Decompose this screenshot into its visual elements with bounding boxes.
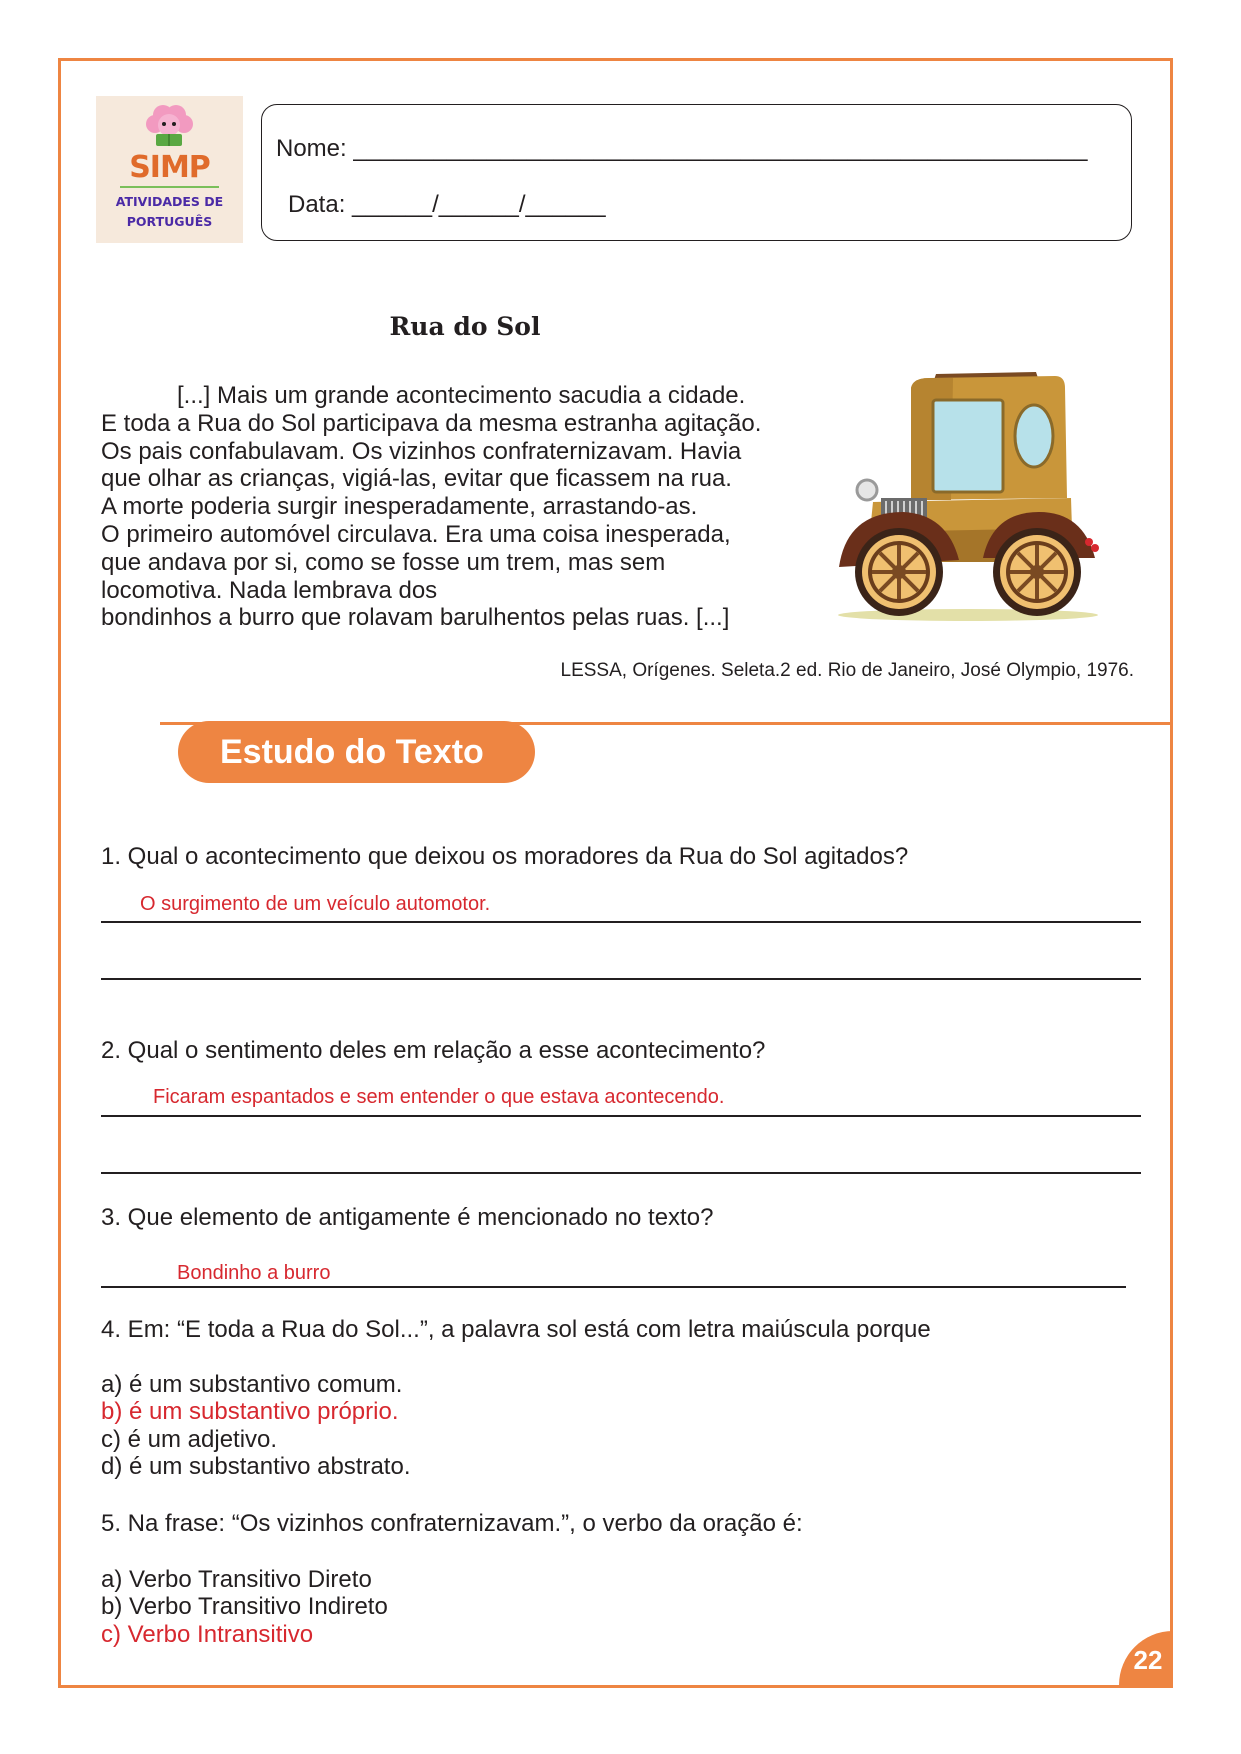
question-4: 4. Em: “E toda a Rua do Sol...”, a palavra sol está com letra maiúscula porque	[101, 1316, 931, 1343]
reading-title: Rua do Sol	[389, 312, 541, 341]
citation: LESSA, Orígenes. Seleta.2 ed. Rio de Janeiro, José Olympio, 1976.	[560, 660, 1134, 681]
q4-option-a[interactable]: a) é um substantivo comum.	[101, 1371, 403, 1398]
logo-divider	[120, 186, 219, 188]
question-5: 5. Na frase: “Os vizinhos confraternizavam.”, o verbo da oração é:	[101, 1510, 803, 1537]
name-field[interactable]: Nome: _______________________________________________________	[276, 135, 1088, 162]
logo-subtitle-line2: PORTUGUÊS	[126, 214, 213, 229]
q5-option-b[interactable]: b) Verbo Transitivo Indireto	[101, 1593, 388, 1620]
question-3: 3. Que elemento de antigamente é mencionado no texto?	[101, 1204, 714, 1231]
q5-option-a[interactable]: a) Verbo Transitivo Direto	[101, 1566, 372, 1593]
logo-title: SIMP	[129, 150, 210, 185]
answer-line[interactable]	[101, 978, 1141, 980]
passage-line: O primeiro automóvel circulava. Era uma coisa inesperada,	[101, 520, 731, 548]
q4-option-d[interactable]: d) é um substantivo abstrato.	[101, 1453, 411, 1480]
answer-line[interactable]	[101, 1115, 1141, 1117]
passage-line: locomotiva. Nada lembrava dos	[101, 576, 438, 604]
q4-option-b[interactable]: b) é um substantivo próprio.	[101, 1398, 399, 1425]
passage-line: que andava por si, como se fosse um trem, mas sem	[101, 548, 666, 576]
answer-1: O surgimento de um veículo automotor.	[140, 893, 491, 915]
logo-subtitle	[96, 192, 243, 232]
answer-line[interactable]	[101, 1172, 1141, 1174]
question-1: 1. Qual o acontecimento que deixou os moradores da Rua do Sol agitados?	[101, 843, 909, 870]
student-info-box	[261, 104, 1132, 241]
passage-line: bondinhos a burro que rolavam barulhentos pelas ruas. [...]	[101, 604, 730, 632]
vintage-car-icon	[833, 362, 1103, 624]
passage-line: E toda a Rua do Sol participava da mesma estranha agitação.	[101, 409, 762, 437]
passage-line: A morte poderia surgir inesperadamente, arrastando-as.	[101, 493, 698, 521]
passage-line: que olhar as crianças, vigiá-las, evitar que ficassem na rua.	[101, 465, 732, 493]
page-number: 22	[1133, 1645, 1163, 1675]
answer-line[interactable]	[101, 921, 1141, 923]
passage-line: [...] Mais um grande acontecimento sacudia a cidade.	[177, 382, 746, 409]
passage-line: Os pais confabulavam. Os vizinhos confraternizavam. Havia	[101, 437, 742, 465]
answer-line[interactable]	[101, 1286, 1126, 1288]
q4-option-c[interactable]: c) é um adjetivo.	[101, 1426, 278, 1453]
logo-subtitle-line1: ATIVIDADES DE	[115, 194, 224, 209]
section-title: Estudo do Texto	[178, 721, 535, 783]
question-2: 2. Qual o sentimento deles em relação a esse acontecimento?	[101, 1037, 766, 1064]
answer-3: Bondinho a burro	[177, 1262, 331, 1284]
q5-option-c[interactable]: c) Verbo Intransitivo	[101, 1621, 314, 1648]
reading-passage	[101, 382, 821, 632]
answer-2: Ficaram espantados e sem entender o que estava acontecendo.	[153, 1086, 725, 1108]
simp-logo	[96, 96, 243, 243]
date-field[interactable]: Data: ______/______/______	[288, 191, 606, 218]
